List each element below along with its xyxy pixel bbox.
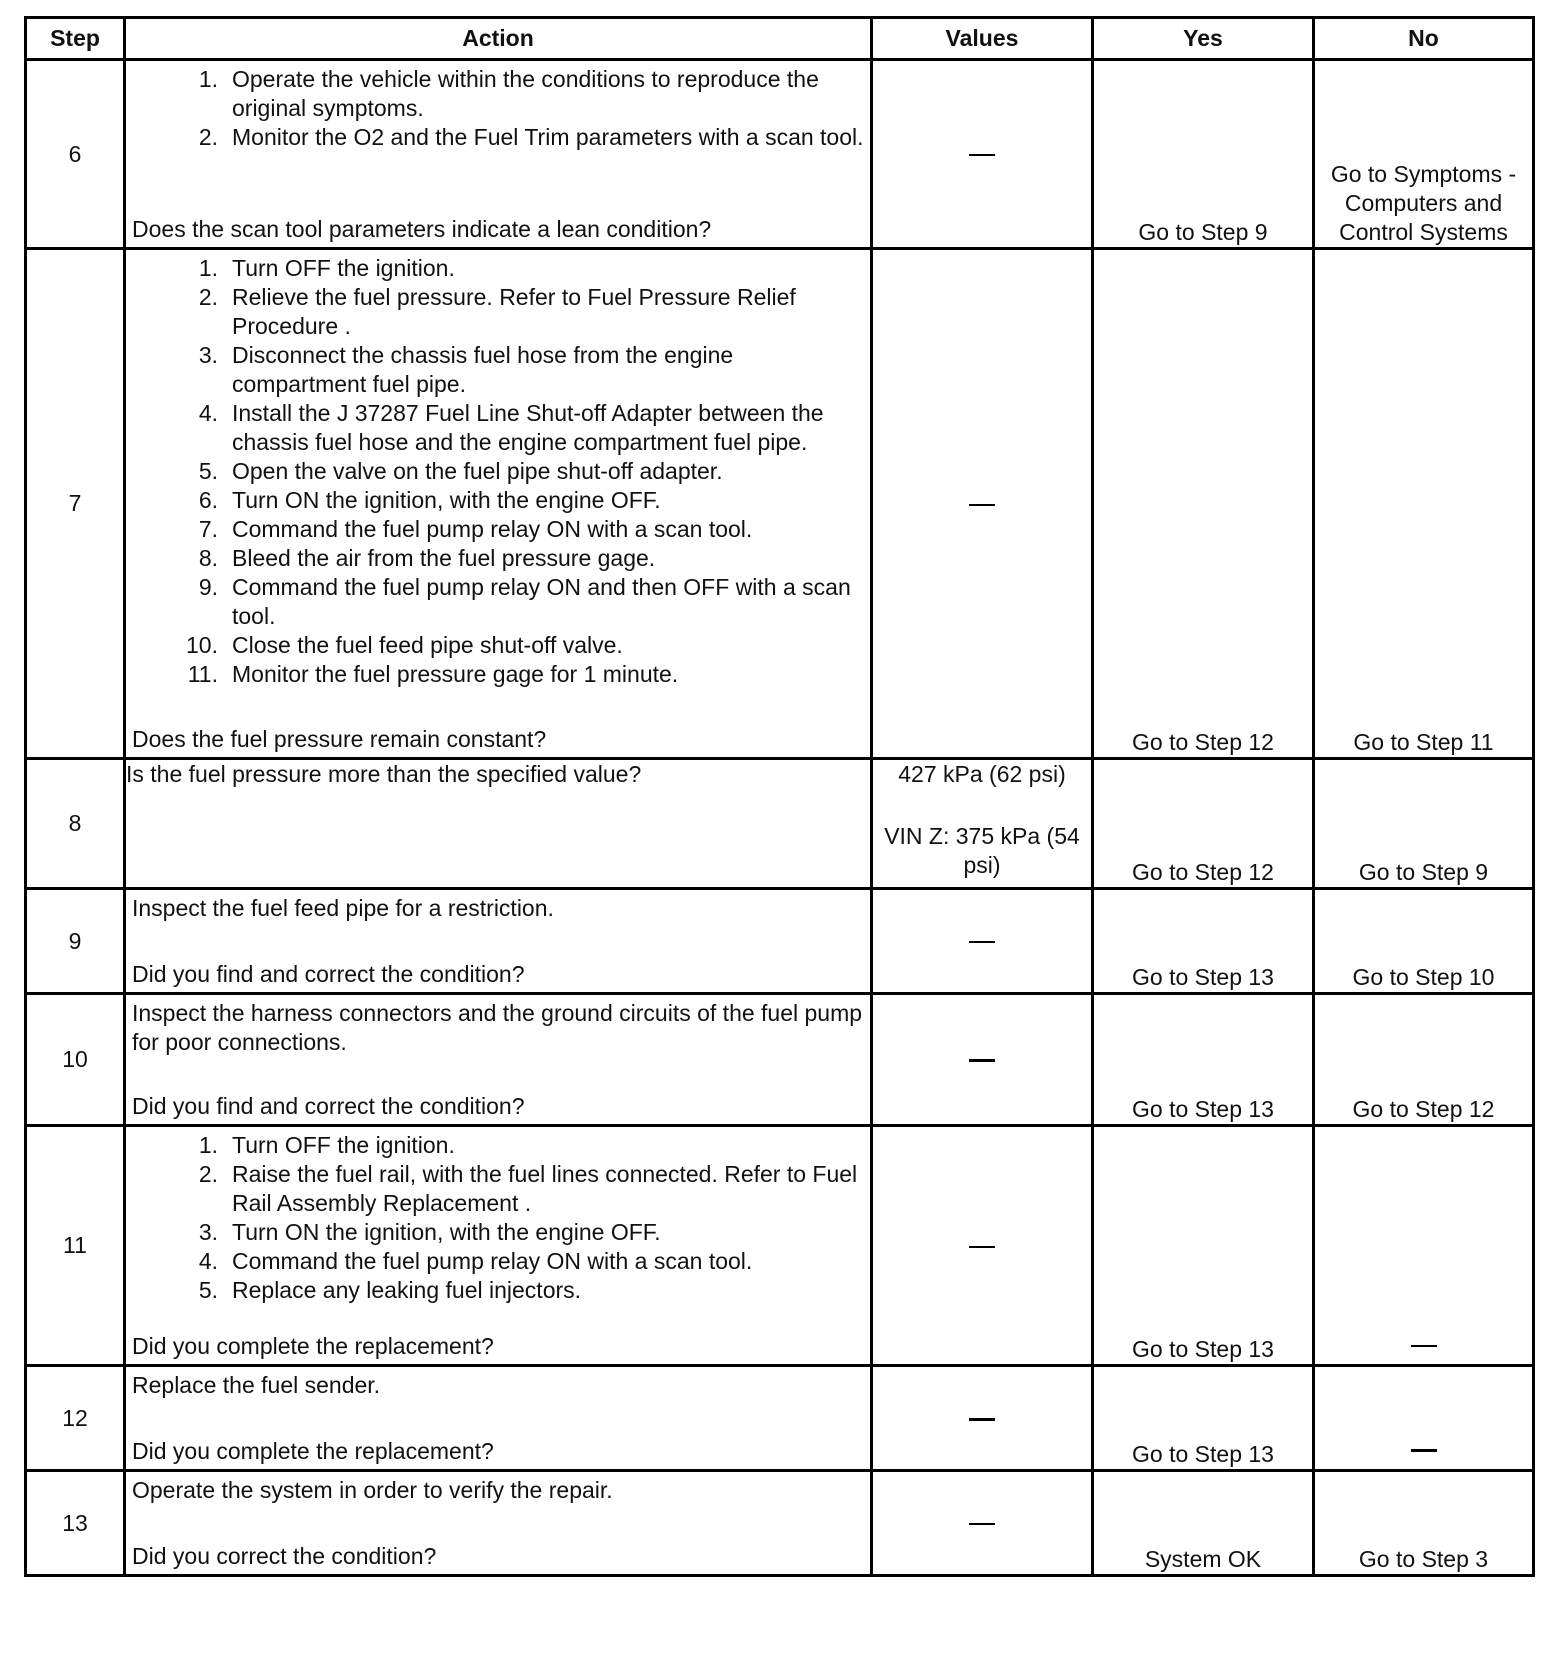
dash-mark: [969, 1418, 995, 1421]
procedure-step: [186, 631, 864, 660]
step-text: Command the fuel pump relay ON with a scan tool.: [232, 516, 753, 542]
step-number: 9: [26, 889, 125, 994]
step-number: 7: [26, 249, 125, 759]
procedure-step: [198, 1276, 864, 1305]
question-text: Did you complete the replacement?: [132, 1333, 494, 1359]
header-values: Values: [872, 18, 1093, 60]
step-index: 1.: [198, 66, 218, 92]
procedure-step: [198, 486, 864, 515]
no-link[interactable]: Go to Step 9: [1314, 759, 1534, 889]
step-index: 5.: [198, 458, 218, 484]
step-text: Turn ON the ignition, with the engine OFF.: [232, 487, 661, 513]
step-text: Replace any leaking fuel injectors.: [232, 1277, 582, 1303]
table-row-step-11: [26, 1126, 1534, 1366]
procedure-list: [132, 254, 864, 689]
yes-link[interactable]: Go to Step 13: [1093, 1126, 1314, 1366]
no-link[interactable]: Go to Step 10: [1314, 889, 1534, 994]
dash-mark: [969, 1523, 995, 1525]
action-cell: [125, 249, 872, 759]
step-number: 11: [26, 1126, 125, 1366]
action-cell: [125, 994, 872, 1126]
table-row-step-8: [26, 759, 1534, 889]
step-index: 3.: [198, 1219, 218, 1245]
dash-mark: [969, 154, 995, 156]
table-row-step-7: [26, 249, 1534, 759]
no-value: [1314, 1126, 1534, 1366]
step-index: 1.: [198, 1132, 218, 1158]
step-text: Disconnect the chassis fuel hose from the engine compartment fuel pipe.: [232, 342, 734, 397]
procedure-step: [198, 399, 864, 457]
step-index: 2.: [198, 1161, 218, 1187]
step-index: 11.: [187, 661, 218, 687]
values-cell: [872, 1471, 1093, 1576]
question-text: Did you correct the condition?: [132, 1543, 437, 1569]
values-cell: [872, 1366, 1093, 1471]
step-text: Raise the fuel rail, with the fuel lines connected. Refer to Fuel Rail Assembly Replacement .: [232, 1161, 858, 1216]
step-index: 4.: [198, 1248, 218, 1274]
yes-link[interactable]: System OK: [1093, 1471, 1314, 1576]
procedure-step: [198, 254, 864, 283]
step-text: Bleed the air from the fuel pressure gage.: [232, 545, 656, 571]
step-number: 8: [26, 759, 125, 889]
step-text: Command the fuel pump relay ON with a scan tool.: [232, 1248, 753, 1274]
header-no: No: [1314, 18, 1534, 60]
values-cell: [872, 249, 1093, 759]
value-vin-z: VIN Z: 375 kPa (54 psi): [884, 823, 1080, 878]
step-text: Turn OFF the ignition.: [232, 255, 455, 281]
step-text: Turn OFF the ignition.: [232, 1132, 455, 1158]
step-index: 1.: [198, 255, 218, 281]
step-text: Turn ON the ignition, with the engine OFF.: [232, 1219, 661, 1245]
step-text: Close the fuel feed pipe shut-off valve.: [232, 632, 623, 658]
dash-mark: [969, 941, 995, 943]
yes-link[interactable]: Go to Step 12: [1093, 249, 1314, 759]
no-value: [1314, 1366, 1534, 1471]
procedure-step: [198, 123, 864, 152]
procedure-step: [198, 1247, 864, 1276]
values-cell: [872, 60, 1093, 249]
action-cell: [125, 889, 872, 994]
no-link[interactable]: Go to Step 3: [1314, 1471, 1534, 1576]
yes-link[interactable]: Go to Step 13: [1093, 1366, 1314, 1471]
step-text: Monitor the O2 and the Fuel Trim parameters with a scan tool.: [232, 124, 864, 150]
step-text: Operate the vehicle within the conditions to reproduce the original symptoms.: [232, 66, 819, 121]
action-cell: [125, 1366, 872, 1471]
dash-mark: [969, 504, 995, 506]
procedure-step: [198, 544, 864, 573]
values-cell: [872, 889, 1093, 994]
table-row-step-12: [26, 1366, 1534, 1471]
step-index: 6.: [198, 487, 218, 513]
step-text: Install the J 37287 Fuel Line Shut-off Adapter between the chassis fuel hose and the engine compartment fuel pipe.: [232, 400, 824, 455]
table-row-step-6: [26, 60, 1534, 249]
action-text: Is the fuel pressure more than the specified value?: [125, 759, 872, 889]
no-link[interactable]: Go to Step 11: [1314, 249, 1534, 759]
diagnostic-table: [24, 16, 1535, 1577]
values-cell: [872, 994, 1093, 1126]
step-text: Open the valve on the fuel pipe shut-off adapter.: [232, 458, 723, 484]
step-index: 8.: [198, 545, 218, 571]
step-number: 6: [26, 60, 125, 249]
action-cell: [125, 1471, 872, 1576]
procedure-step: [187, 660, 864, 689]
header-yes: Yes: [1093, 18, 1314, 60]
procedure-step: [198, 283, 864, 341]
dash-mark: [1411, 1449, 1437, 1452]
table-row-step-10: [26, 994, 1534, 1126]
dash-mark: [969, 1246, 995, 1248]
header-row: [26, 18, 1534, 60]
action-cell: [125, 60, 872, 249]
procedure-step: [198, 1131, 864, 1160]
procedure-step: [198, 515, 864, 544]
procedure-step: [198, 1218, 864, 1247]
procedure-list: [132, 65, 864, 152]
action-text: Inspect the harness connectors and the ground circuits of the fuel pump for poor connections.: [132, 1000, 863, 1055]
question-text: Did you find and correct the condition?: [132, 1093, 525, 1119]
question-text: Did you find and correct the condition?: [132, 961, 525, 987]
dash-mark: [1411, 1345, 1437, 1347]
step-text: Monitor the fuel pressure gage for 1 minute.: [232, 661, 679, 687]
step-text: Command the fuel pump relay ON and then OFF with a scan tool.: [232, 574, 851, 629]
procedure-step: [198, 1160, 864, 1218]
yes-link[interactable]: Go to Step 13: [1093, 889, 1314, 994]
step-number: 10: [26, 994, 125, 1126]
step-index: 2.: [198, 284, 218, 310]
header-action: Action: [125, 18, 872, 60]
action-text: Inspect the fuel feed pipe for a restriction.: [132, 895, 554, 921]
table-row-step-9: [26, 889, 1534, 994]
step-index: 7.: [198, 516, 218, 542]
step-index: 5.: [198, 1277, 218, 1303]
step-text: Relieve the fuel pressure. Refer to Fuel Pressure Relief Procedure .: [232, 284, 796, 339]
action-text: Replace the fuel sender.: [132, 1372, 381, 1398]
value-primary: 427 kPa (62 psi): [898, 761, 1066, 787]
step-index: 3.: [198, 342, 218, 368]
yes-link[interactable]: Go to Step 12: [1093, 759, 1314, 889]
step-index: 10.: [186, 632, 218, 658]
yes-link[interactable]: Go to Step 13: [1093, 994, 1314, 1126]
procedure-list: [132, 1131, 864, 1305]
no-link[interactable]: Go to Step 12: [1314, 994, 1534, 1126]
procedure-step: [198, 341, 864, 399]
question-text: Did you complete the replacement?: [132, 1438, 494, 1464]
procedure-step: [198, 573, 864, 631]
action-text: Operate the system in order to verify the repair.: [132, 1477, 613, 1503]
values-cell: [872, 759, 1093, 889]
procedure-step: [198, 457, 864, 486]
header-step: Step: [26, 18, 125, 60]
table-row-step-13: [26, 1471, 1534, 1576]
step-index: 4.: [198, 400, 218, 426]
action-cell: [125, 1126, 872, 1366]
question-text: Does the fuel pressure remain constant?: [132, 726, 547, 752]
step-number: 13: [26, 1471, 125, 1576]
no-link[interactable]: Go to Symptoms - Computers and Control Systems: [1314, 60, 1534, 249]
values-cell: [872, 1126, 1093, 1366]
procedure-step: [198, 65, 864, 123]
dash-mark: [969, 1059, 995, 1062]
step-number: 12: [26, 1366, 125, 1471]
question-text: Does the scan tool parameters indicate a lean condition?: [132, 216, 712, 242]
yes-link[interactable]: Go to Step 9: [1093, 60, 1314, 249]
step-index: 2.: [198, 124, 218, 150]
step-index: 9.: [198, 574, 218, 600]
